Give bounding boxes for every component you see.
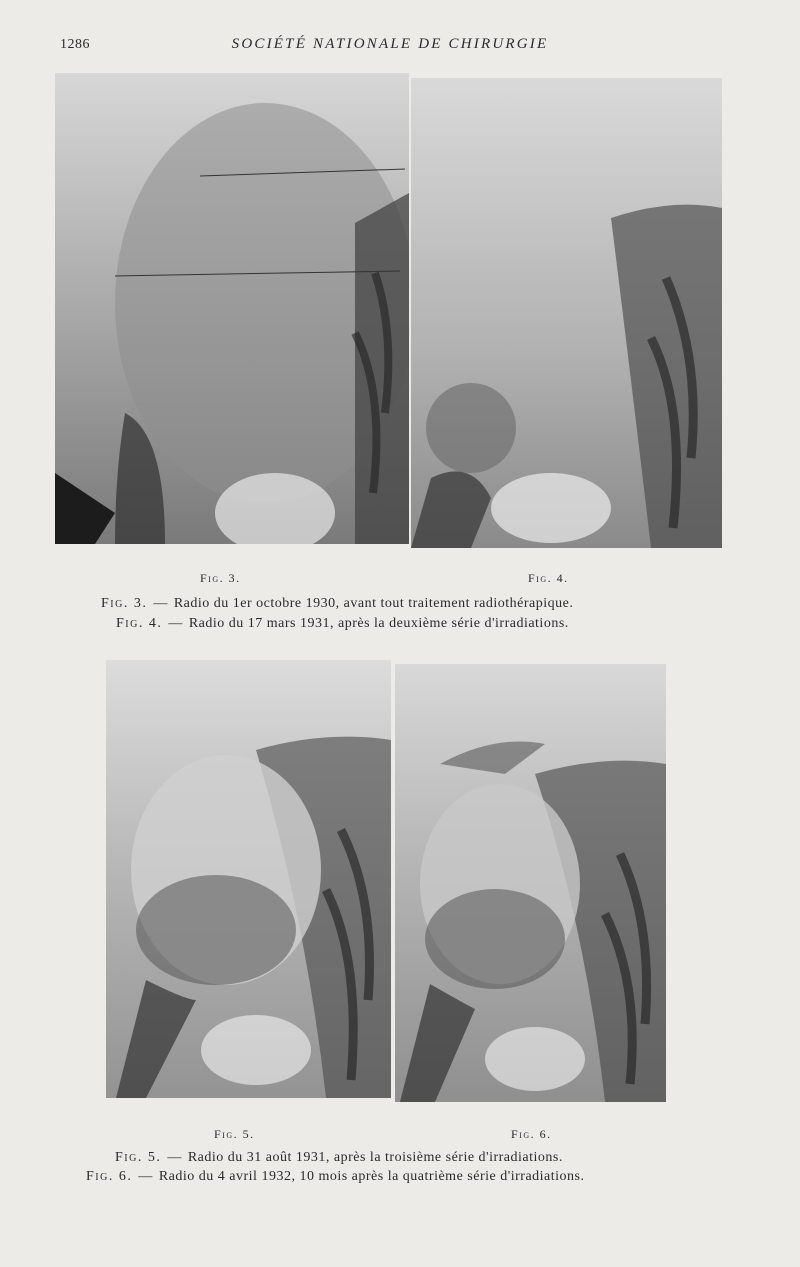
figure-label-fig-3: Fig. 3. [200, 571, 241, 585]
caption-text: Radio du 31 août 1931, après la troisième série d'irradiations. [187, 1150, 563, 1165]
xray-image-fig-6 [395, 664, 666, 1102]
figure-label-fig-5: Fig. 5. [214, 1127, 255, 1141]
caption-fig-4: Fig. 4. — Radio du 17 mars 1931, après la deuxième série d'irradiations. [116, 616, 569, 631]
caption-fig-5: Fig. 5. — Radio du 31 août 1931, après la troisième série d'irradiations. [115, 1150, 563, 1165]
caption-fig-6: Fig. 6. — Radio du 4 avril 1932, 10 mois après la quatrième série d'irradiations. [86, 1169, 585, 1184]
caption-text: Radio du 4 avril 1932, 10 mois après la quatrième série d'irradiations. [158, 1169, 585, 1184]
figure-label-fig-4: Fig. 4. [528, 571, 569, 585]
caption-text: Radio du 1er octobre 1930, avant tout traitement radiothérapique. [173, 596, 574, 611]
caption-text: Radio du 17 mars 1931, après la deuxième série d'irradiations. [188, 616, 569, 631]
xray-image-fig-5 [106, 660, 391, 1098]
caption-figno: Fig. 5. [115, 1150, 162, 1165]
caption-figno: Fig. 4. [116, 616, 163, 631]
figure-label-fig-6: Fig. 6. [511, 1127, 552, 1141]
page-number: 1286 [60, 37, 90, 52]
caption-figno: Fig. 3. [101, 596, 148, 611]
caption-fig-3: Fig. 3. — Radio du 1er octobre 1930, avant tout traitement radiothérapique. [101, 596, 574, 611]
xray-image-fig-3 [55, 73, 409, 544]
xray-image-fig-4 [411, 78, 722, 548]
journal-title: SOCIÉTÉ NATIONALE DE CHIRURGIE [231, 36, 549, 52]
caption-figno: Fig. 6. [86, 1169, 133, 1184]
